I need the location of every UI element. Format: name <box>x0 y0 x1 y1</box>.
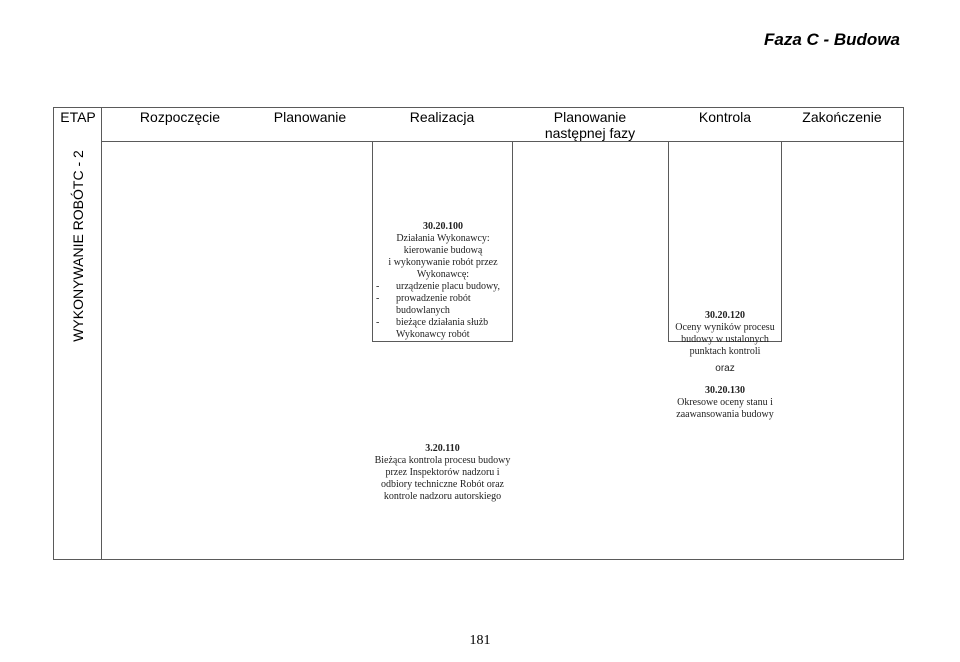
etap-column-divider <box>101 107 102 560</box>
header-divider <box>102 141 904 142</box>
header-planowanie-nastepnej-line2: następnej fazy <box>544 125 636 141</box>
list-item-text: prowadzenie robót budowlanych <box>396 293 471 316</box>
activity-3-20-110 <box>360 443 525 503</box>
connector-oraz: oraz <box>715 363 735 374</box>
activity-number: 30.20.100 <box>423 221 463 232</box>
activity-list <box>376 281 510 341</box>
activity-line: budowy w ustalonych <box>681 334 769 345</box>
header-planowanie-nastepnej-fazy <box>520 109 660 141</box>
header-planowanie: Planowanie <box>273 109 347 125</box>
activity-number: 30.20.130 <box>705 385 745 396</box>
page-title: Faza C - Budowa <box>763 30 900 49</box>
activity-line: punktach kontroli <box>689 346 761 357</box>
list-bullet: - <box>376 281 380 292</box>
activity-line: Działania Wykonawcy: <box>396 233 490 244</box>
header-etap: ETAP <box>60 109 96 125</box>
activity-line: Oceny wyników procesu <box>675 322 775 333</box>
activity-number: 3.20.110 <box>425 443 460 454</box>
activity-line: Bieżąca kontrola procesu budowy <box>374 455 511 466</box>
header-rozpoczecie: Rozpoczęcie <box>139 109 221 125</box>
activity-line: i wykonywanie robót przez <box>388 257 498 268</box>
list-item <box>376 293 510 317</box>
row-label: WYKONYWANIE ROBÓTC - 2 <box>70 150 86 342</box>
activity-line: kierowanie budową <box>403 245 483 256</box>
activity-line: Wykonawcę: <box>416 269 470 280</box>
activity-30-20-130 <box>665 385 785 421</box>
page-number: 181 <box>469 633 491 648</box>
activity-30-20-100 <box>376 221 510 341</box>
activity-30-20-120 <box>665 310 785 358</box>
header-kontrola: Kontrola <box>698 109 752 125</box>
activity-line: odbiory techniczne Robót oraz <box>380 479 504 490</box>
realizacja-box-right <box>512 141 513 341</box>
activity-line: zaawansowania budowy <box>676 409 774 420</box>
list-bullet: - <box>376 317 380 328</box>
activity-line: kontrole nadzoru autorskiego <box>383 491 502 502</box>
activity-number: 30.20.120 <box>705 310 745 321</box>
header-realizacja: Realizacja <box>409 109 475 125</box>
list-item <box>376 281 510 293</box>
list-item <box>376 317 510 341</box>
realizacja-box-bottom <box>372 341 513 342</box>
activity-line: przez Inspektorów nadzoru i <box>385 467 500 478</box>
activity-line: Okresowe oceny stanu i <box>677 397 773 408</box>
list-bullet: - <box>376 293 380 304</box>
header-zakonczenie: Zakończenie <box>802 109 882 125</box>
list-item-text: urządzenie placu budowy, <box>396 281 501 292</box>
list-item-text: bieżące działania służb Wykonawcy robót <box>396 317 489 340</box>
header-planowanie-nastepnej-line1: Planowanie <box>553 109 627 125</box>
realizacja-box-left <box>372 141 373 341</box>
